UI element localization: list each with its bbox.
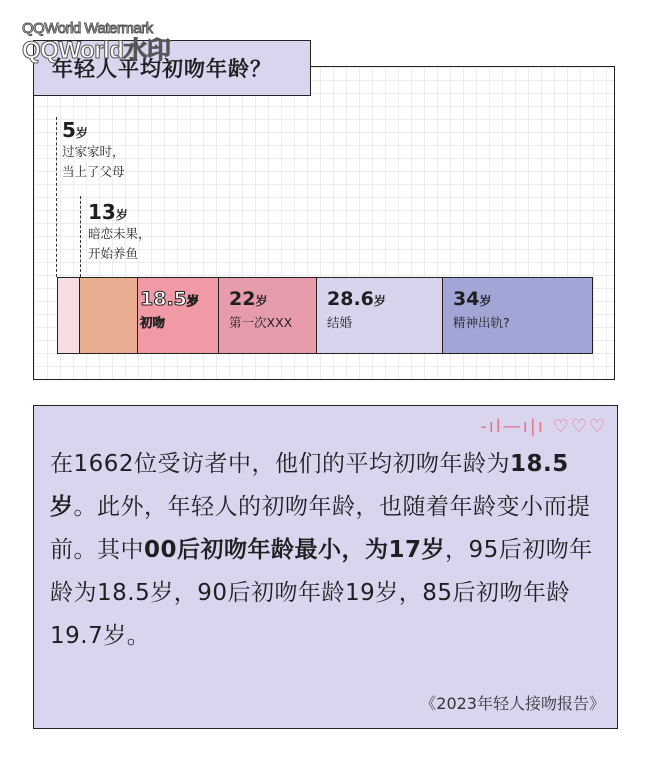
note-5-unit: 岁 <box>75 126 88 140</box>
segment-5-number: 34 <box>453 288 480 310</box>
summary-part-3: ，95后初吻年龄为18.5岁，90后初吻年龄19岁，85后初吻年龄19.7岁。 <box>50 537 593 649</box>
marker-line-5 <box>56 117 57 277</box>
note-age-13 <box>88 200 151 264</box>
summary-part-1: 在1662位受访者中，他们的平均初吻年龄为 <box>50 451 511 477</box>
note-13-unit: 岁 <box>115 208 128 222</box>
segment-3-number: 22 <box>229 288 256 310</box>
bar-segment-marriage <box>317 278 443 353</box>
hearts-decoration-icon: -ıl—ı|ı ♡♡♡ <box>480 416 607 437</box>
summary-text <box>50 443 602 658</box>
marker-line-13 <box>80 196 81 277</box>
note-13-desc: 暗恋未果， 开始养鱼 <box>88 226 151 261</box>
bar-segment-first-time <box>219 278 317 353</box>
note-5-desc: 过家家时， 当上了父母 <box>62 144 125 179</box>
note-age-5 <box>62 118 125 182</box>
note-13-number: 13 <box>88 200 116 224</box>
segment-2-number: 18.5 <box>140 288 187 310</box>
segment-4-number: 28.6 <box>327 288 374 310</box>
segment-5-unit: 岁 <box>479 294 492 308</box>
age-timeline-bar <box>57 277 593 354</box>
watermark-line-2: QQWorld水印 <box>22 37 171 64</box>
segment-2-label: 初吻 <box>140 315 166 330</box>
segment-2-unit: 岁 <box>186 294 199 308</box>
source-citation: 《2023年轻人接吻报告》 <box>420 694 605 713</box>
note-5-number: 5 <box>62 118 76 142</box>
summary-bold-2: 00后初吻年龄最小，为17岁 <box>144 537 446 563</box>
bar-segment-1 <box>80 278 138 353</box>
segment-3-unit: 岁 <box>255 294 268 308</box>
summary-bold-1: 18.5岁 <box>50 451 569 520</box>
segment-5-label: 精神出轨? <box>453 315 510 330</box>
summary-part-2: 。此外，年轻人的初吻年龄，也随着年龄变小而提前。其中 <box>50 494 591 563</box>
bar-segment-0 <box>58 278 80 353</box>
watermark <box>22 20 170 65</box>
segment-4-label: 结婚 <box>327 315 353 330</box>
bar-segment-first-kiss <box>138 278 219 353</box>
page-title: 年轻人平均初吻年龄？ <box>33 40 311 96</box>
segment-4-unit: 岁 <box>373 294 386 308</box>
watermark-line-1: QQWorld Watermark <box>22 20 153 37</box>
segment-3-label: 第一次XXX <box>229 315 293 330</box>
bar-segment-emotional-affair <box>443 278 592 353</box>
summary-card <box>33 405 618 729</box>
